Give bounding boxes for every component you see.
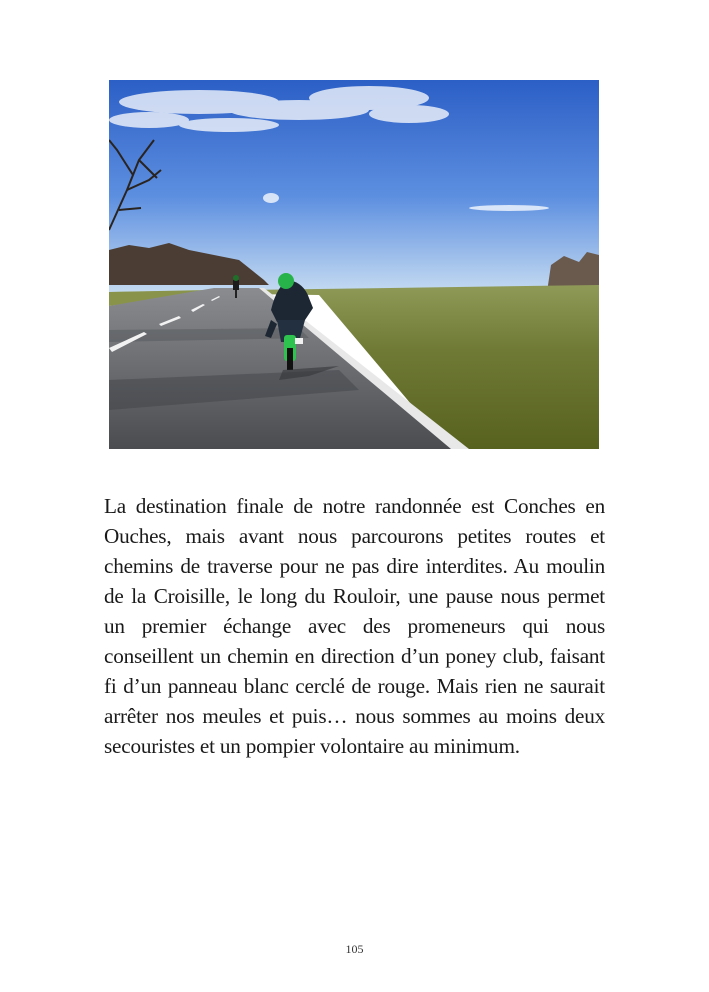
body-paragraph: La destination finale de notre randonnée est Conches en Ouches, mais avant nous parcourons petites routes et chemins de traverse pour ne pas dire interdites. Au moulin de la Croisille, le long du Rouloir, une pause nous permet un premier échange avec des promeneurs qui nous conseillent un chemin en direction d’un poney club, faisant fi d’un panneau blanc cerclé de rouge. Mais rien ne saurait arrêter nos meules et puis… nous sommes au moins deux secouristes et un pompier volontaire au minimum. xyxy=(104,494,605,758)
road-photo-graphic xyxy=(109,80,599,449)
page-number: 105 xyxy=(345,942,364,956)
road-photo xyxy=(109,80,599,449)
